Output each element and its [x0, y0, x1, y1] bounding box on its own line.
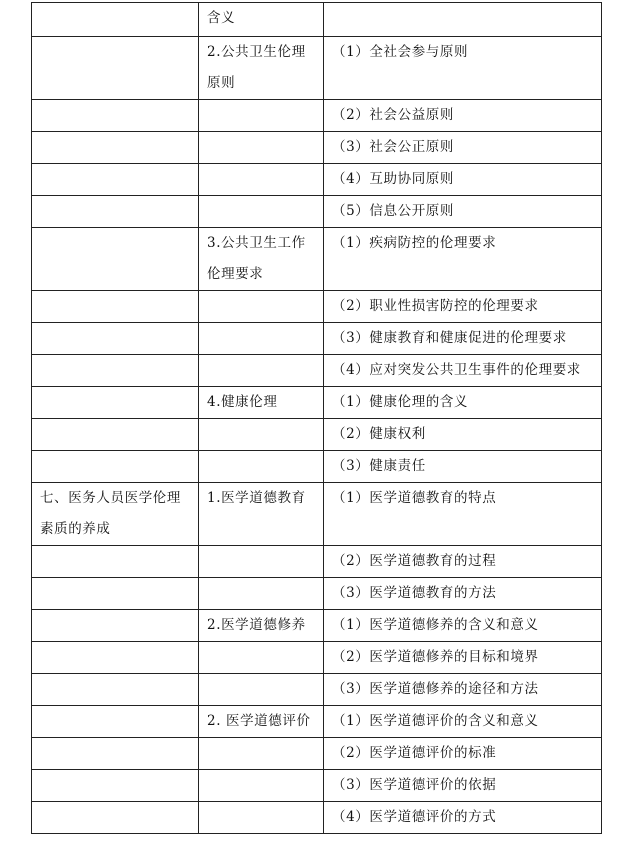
unit-cell: [32, 3, 199, 37]
table-row: [32, 578, 602, 610]
point-cell: （1）全社会参与原则: [324, 37, 602, 100]
table-row: [32, 610, 602, 642]
topic-cell: [199, 642, 324, 674]
point-cell: （3）社会公正原则: [324, 132, 602, 164]
topic-cell: [199, 355, 324, 387]
point-cell: （1）医学道德教育的特点: [324, 483, 602, 546]
unit-cell: [32, 802, 199, 834]
point-cell: （3）健康教育和健康促进的伦理要求: [324, 323, 602, 355]
syllabus-table: [31, 2, 602, 834]
unit-cell: [32, 323, 199, 355]
table-row: [32, 451, 602, 483]
table-row: [32, 674, 602, 706]
topic-cell: 3.公共卫生工作伦理要求: [199, 228, 324, 291]
table-row: [32, 355, 602, 387]
point-cell: （4）应对突发公共卫生事件的伦理要求: [324, 355, 602, 387]
unit-cell: [32, 228, 199, 291]
point-cell: （2）职业性损害防控的伦理要求: [324, 291, 602, 323]
point-cell: （3）医学道德教育的方法: [324, 578, 602, 610]
topic-cell: 2.公共卫生伦理原则: [199, 37, 324, 100]
unit-cell: [32, 642, 199, 674]
point-cell: （1）疾病防控的伦理要求: [324, 228, 602, 291]
unit-cell: 七、医务人员医学伦理素质的养成: [32, 483, 199, 546]
table-row: [32, 291, 602, 323]
table-row: [32, 706, 602, 738]
table-row: [32, 770, 602, 802]
topic-cell: 2. 医学道德评价: [199, 706, 324, 738]
table-row: [32, 3, 602, 37]
topic-cell: [199, 738, 324, 770]
unit-cell: [32, 578, 199, 610]
table-row: [32, 196, 602, 228]
table-row: [32, 419, 602, 451]
unit-cell: [32, 37, 199, 100]
table-row: [32, 642, 602, 674]
point-cell: （1）健康伦理的含义: [324, 387, 602, 419]
unit-cell: [32, 770, 199, 802]
topic-cell: [199, 770, 324, 802]
topic-cell: 含义: [199, 3, 324, 37]
point-cell: （4）互助协同原则: [324, 164, 602, 196]
unit-cell: [32, 419, 199, 451]
topic-cell: [199, 196, 324, 228]
topic-cell: [199, 546, 324, 578]
point-cell: （5）信息公开原则: [324, 196, 602, 228]
table-row: [32, 738, 602, 770]
point-cell: （1）医学道德修养的含义和意义: [324, 610, 602, 642]
unit-cell: [32, 706, 199, 738]
topic-cell: [199, 132, 324, 164]
table-row: [32, 387, 602, 419]
unit-cell: [32, 196, 199, 228]
point-cell: （4）医学道德评价的方式: [324, 802, 602, 834]
topic-cell: 4.健康伦理: [199, 387, 324, 419]
unit-cell: [32, 610, 199, 642]
point-cell: （3）健康责任: [324, 451, 602, 483]
topic-cell: [199, 674, 324, 706]
table-row: [32, 802, 602, 834]
unit-cell: [32, 355, 199, 387]
table-row: [32, 483, 602, 546]
point-cell: （3）医学道德评价的依据: [324, 770, 602, 802]
topic-cell: 2.医学道德修养: [199, 610, 324, 642]
unit-cell: [32, 291, 199, 323]
point-cell: （2）医学道德修养的目标和境界: [324, 642, 602, 674]
table-row: [32, 164, 602, 196]
unit-cell: [32, 674, 199, 706]
point-cell: （2）健康权利: [324, 419, 602, 451]
point-cell: （3）医学道德修养的途径和方法: [324, 674, 602, 706]
topic-cell: [199, 323, 324, 355]
topic-cell: [199, 419, 324, 451]
point-cell: （2）社会公益原则: [324, 100, 602, 132]
topic-cell: [199, 291, 324, 323]
point-cell: [324, 3, 602, 37]
topic-cell: [199, 100, 324, 132]
table-row: [32, 546, 602, 578]
unit-cell: [32, 387, 199, 419]
table-row: [32, 228, 602, 291]
table-row: [32, 323, 602, 355]
table-row: [32, 100, 602, 132]
topic-cell: [199, 802, 324, 834]
point-cell: （2）医学道德教育的过程: [324, 546, 602, 578]
topic-cell: [199, 164, 324, 196]
unit-cell: [32, 546, 199, 578]
unit-cell: [32, 132, 199, 164]
table-row: [32, 37, 602, 100]
point-cell: （2）医学道德评价的标准: [324, 738, 602, 770]
unit-cell: [32, 738, 199, 770]
topic-cell: [199, 578, 324, 610]
unit-cell: [32, 100, 199, 132]
unit-cell: [32, 164, 199, 196]
topic-cell: [199, 451, 324, 483]
topic-cell: 1.医学道德教育: [199, 483, 324, 546]
unit-cell: [32, 451, 199, 483]
table-row: [32, 132, 602, 164]
point-cell: （1）医学道德评价的含义和意义: [324, 706, 602, 738]
